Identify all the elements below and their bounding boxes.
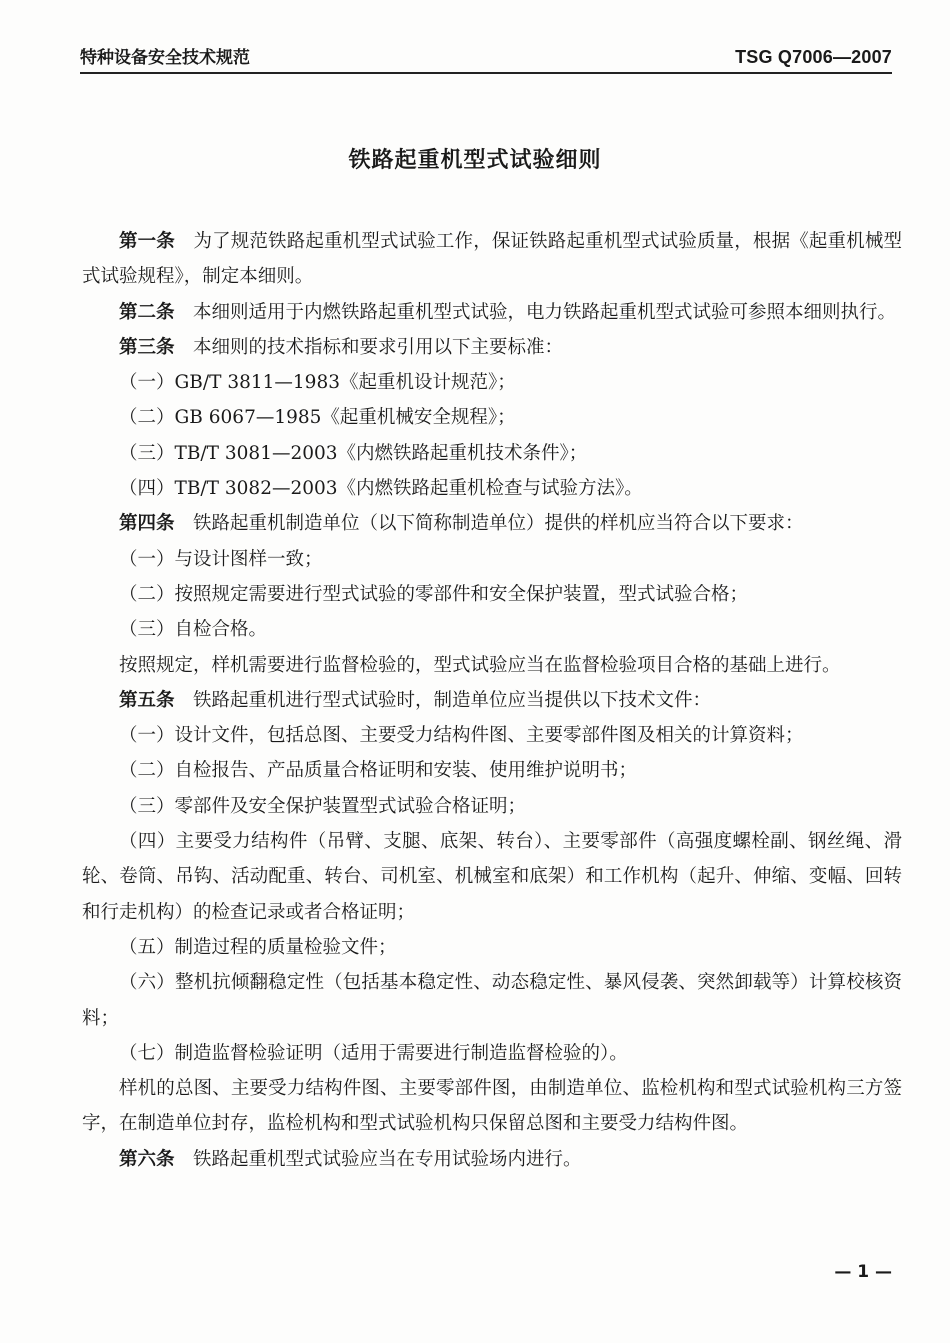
paragraph-text: （三）TB/T 3081—2003《内燃铁路起重机技术条件》； bbox=[119, 442, 588, 464]
paragraph-text: （一）GB/T 3811—1983《起重机设计规范》； bbox=[119, 372, 516, 394]
paragraph-text: （二）自检报告、产品质量合格证明和安装、使用维护说明书； bbox=[119, 760, 638, 782]
article-4 bbox=[82, 506, 902, 541]
paragraph-text: 为了规范铁路起重机型式试验工作，保证铁路起重机型式试验质量，根据《起重机械型式试验规程》，制定本细则。 bbox=[82, 231, 902, 288]
paragraph-text: 样机的总图、主要受力结构件图、主要零部件图，由制造单位、监检机构和型式试验机构三方签字，在制造单位封存，监检机构和型式试验机构只保留总图和主要受力结构件图。 bbox=[82, 1078, 902, 1135]
paragraph-text: 铁路起重机制造单位（以下简称制造单位）提供的样机应当符合以下要求： bbox=[193, 513, 804, 535]
paragraph-text: 按照规定，样机需要进行监督检验的，型式试验应当在监督检验项目合格的基础上进行。 bbox=[119, 654, 841, 676]
article-heading: 第六条 bbox=[119, 1148, 175, 1170]
article-heading: 第一条 bbox=[119, 231, 175, 252]
list-item bbox=[82, 436, 902, 471]
paragraph-text: 铁路起重机进行型式试验时，制造单位应当提供以下技术文件： bbox=[193, 689, 712, 711]
article-heading: 第三条 bbox=[119, 336, 175, 358]
page-number: — 1 — bbox=[834, 1262, 892, 1282]
list-item bbox=[82, 365, 902, 400]
header-series-title: 特种设备安全技术规范 bbox=[80, 48, 250, 68]
list-item bbox=[82, 718, 902, 753]
article-6 bbox=[82, 1142, 902, 1177]
list-item bbox=[82, 577, 902, 612]
article-5 bbox=[82, 683, 902, 718]
article-heading: 第五条 bbox=[119, 689, 175, 711]
list-item bbox=[82, 789, 902, 824]
list-item bbox=[82, 930, 902, 965]
paragraph-text: （三）零部件及安全保护装置型式试验合格证明； bbox=[119, 795, 527, 817]
body-text bbox=[82, 224, 902, 1177]
article-heading: 第四条 bbox=[119, 513, 175, 535]
paragraph-text: （二）GB 6067—1985《起重机械安全规程》； bbox=[119, 407, 516, 429]
document-title: 铁路起重机型式试验细则 bbox=[348, 148, 602, 173]
article-heading: 第二条 bbox=[119, 301, 175, 323]
paragraph-text: （七）制造监督检验证明（适用于需要进行制造监督检验的）。 bbox=[119, 1042, 628, 1064]
running-header bbox=[80, 38, 892, 74]
paragraph-text: （五）制造过程的质量检验文件； bbox=[119, 936, 397, 958]
paragraph-text: 铁路起重机型式试验应当在专用试验场内进行。 bbox=[193, 1148, 582, 1170]
list-item bbox=[82, 824, 902, 930]
list-item bbox=[82, 612, 902, 647]
paragraph-text: （二）按照规定需要进行型式试验的零部件和安全保护装置，型式试验合格； bbox=[119, 583, 749, 605]
paragraph-text: （一）设计文件，包括总图、主要受力结构件图、主要零部件图及相关的计算资料； bbox=[119, 725, 804, 747]
list-item bbox=[82, 542, 902, 577]
article-2 bbox=[82, 295, 902, 330]
paragraph-text: （四）TB/T 3082—2003《内燃铁路起重机检查与试验方法》。 bbox=[119, 478, 643, 500]
paragraph-text: 本细则适用于内燃铁路起重机型式试验，电力铁路起重机型式试验可参照本细则执行。 bbox=[193, 301, 897, 323]
list-item bbox=[82, 965, 902, 1036]
paragraph bbox=[82, 1071, 902, 1142]
paragraph-text: （三）自检合格。 bbox=[119, 619, 268, 641]
list-item bbox=[82, 753, 902, 788]
list-item bbox=[82, 1036, 902, 1071]
article-1 bbox=[82, 224, 902, 295]
paragraph-text: （四）主要受力结构件（吊臂、支腿、底架、转台）、主要零部件（高强度螺栓副、钢丝绳、滑轮、卷筒、吊钩、活动配重、转台、司机室、机械室和底架）和工作机构（起升、伸缩、变幅、回转和行走机构）的检查记录或者合格证明； bbox=[82, 831, 902, 923]
list-item bbox=[82, 471, 902, 506]
paragraph-text: 本细则的技术指标和要求引用以下主要标准： bbox=[193, 336, 564, 358]
list-item bbox=[82, 400, 902, 435]
paragraph-text: （一）与设计图样一致； bbox=[119, 548, 323, 570]
article-3 bbox=[82, 330, 902, 365]
paragraph-text: （六）整机抗倾翻稳定性（包括基本稳定性、动态稳定性、暴风侵袭、突然卸载等）计算校核资料； bbox=[82, 972, 902, 1029]
header-standard-code: TSG Q7006—2007 bbox=[735, 47, 892, 67]
paragraph bbox=[82, 648, 902, 683]
